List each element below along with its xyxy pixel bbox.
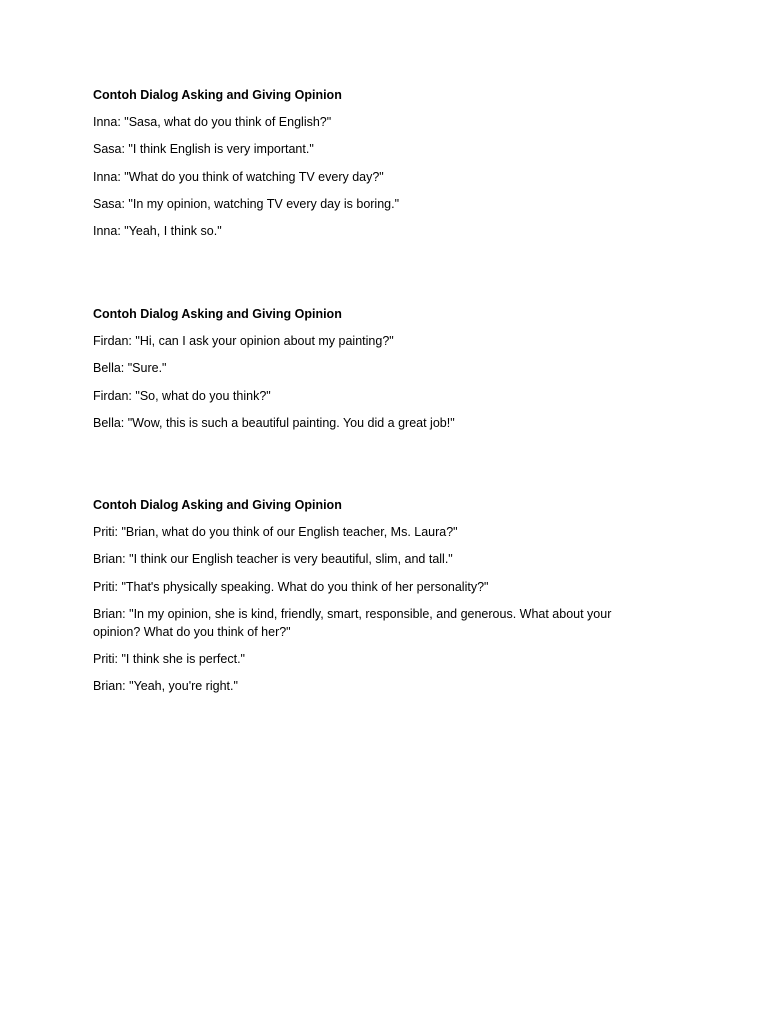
dialog-line: Inna: "What do you think of watching TV every day?" xyxy=(93,169,384,184)
dialog-section-2 xyxy=(93,305,653,441)
dialog-line: Inna: "Sasa, what do you think of English?" xyxy=(93,115,332,129)
dialog-line: Priti: "That's physically speaking. What do you think of her personality?" xyxy=(93,579,489,594)
dialog-line: Inna: "Yeah, I think so." xyxy=(93,224,222,239)
dialog-line: Sasa: "In my opinion, watching TV every day is boring." xyxy=(93,196,400,211)
dialog-line: Brian: "In my opinion, she is kind, friendly, smart, responsible, and generous. What about your opinion? What do you think of her?" xyxy=(93,606,612,639)
dialog-section-3 xyxy=(93,496,653,705)
dialog-line: Priti: "I think she is perfect." xyxy=(93,652,245,667)
dialog-line: Firdan: "Hi, can I ask your opinion about my painting?" xyxy=(93,334,394,348)
section-title: Contoh Dialog Asking and Giving Opinion xyxy=(93,498,342,512)
dialog-line: Bella: "Sure." xyxy=(93,361,167,376)
section-title: Contoh Dialog Asking and Giving Opinion xyxy=(93,307,342,321)
dialog-line: Brian: "I think our English teacher is very beautiful, slim, and tall." xyxy=(93,552,453,567)
dialog-line: Brian: "Yeah, you're right." xyxy=(93,679,238,694)
dialog-line: Priti: "Brian, what do you think of our English teacher, Ms. Laura?" xyxy=(93,525,458,539)
dialog-section-1 xyxy=(93,86,653,249)
document-page xyxy=(93,0,653,1024)
section-title: Contoh Dialog Asking and Giving Opinion xyxy=(93,88,342,102)
dialog-line: Bella: "Wow, this is such a beautiful painting. You did a great job!" xyxy=(93,415,455,430)
dialog-line: Firdan: "So, what do you think?" xyxy=(93,388,271,403)
dialog-line: Sasa: "I think English is very important." xyxy=(93,142,314,157)
